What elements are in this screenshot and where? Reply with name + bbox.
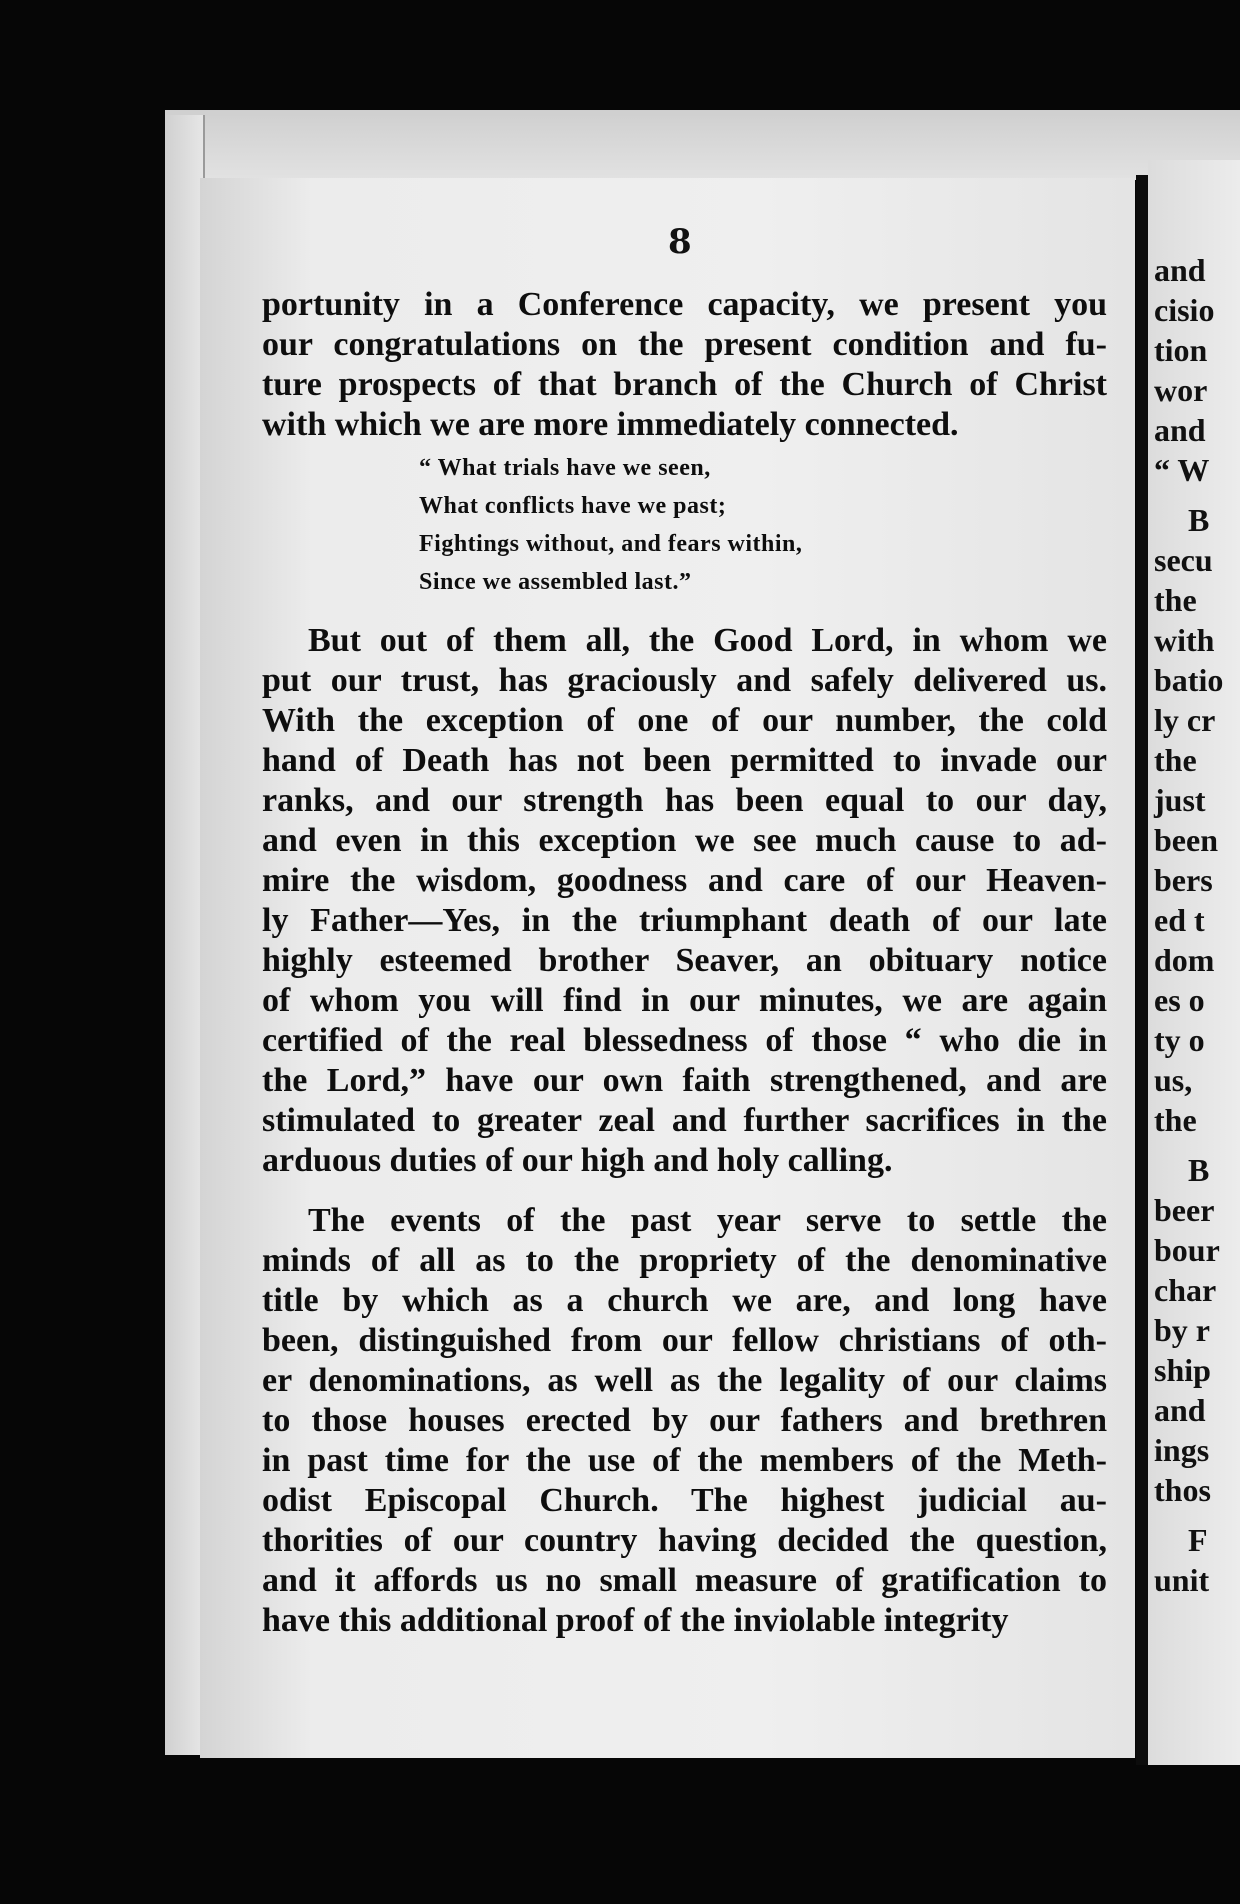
body-text <box>262 285 1107 1641</box>
right-page-fragment-line: ings <box>1154 1432 1210 1468</box>
poem-line: Since we assembled last.” <box>419 569 692 595</box>
text-line: and it affords us no small measure of gratification to <box>262 1562 1107 1599</box>
text-line: The events of the past year serve to settle the <box>308 1202 1107 1239</box>
right-page-fragment-line: thos <box>1154 1472 1211 1508</box>
paragraph-2 <box>262 621 1107 1181</box>
text-line: the Lord,” have our own faith strengthened, and are <box>262 1062 1107 1099</box>
text-line: have this additional proof of the inviolable integrity <box>262 1602 1009 1639</box>
right-page-fragment-line: just <box>1154 782 1206 818</box>
poem-line: Fightings without, and fears within, <box>419 531 803 557</box>
text-line: thorities of our country having decided the question, <box>262 1522 1107 1559</box>
text-line: title by which as a church we are, and long have <box>262 1282 1107 1319</box>
text-line: hand of Death has not been permitted to invade our <box>262 742 1107 779</box>
poem-line: What conflicts have we past; <box>419 493 727 519</box>
right-page-fragment-line: with <box>1154 622 1215 658</box>
text-line: With the exception of one of our number, the cold <box>262 702 1107 739</box>
paragraph-3 <box>262 1201 1107 1641</box>
right-page-fragment-line: by r <box>1154 1312 1210 1348</box>
text-line: ranks, and our strength has been equal to our day, <box>262 782 1107 819</box>
text-line: to those houses erected by our fathers and brethren <box>262 1402 1107 1439</box>
scan-edge-top <box>165 110 1240 180</box>
text-line: put our trust, has graciously and safely delivered us. <box>262 662 1107 699</box>
right-page-fragment-line: the <box>1154 1102 1197 1138</box>
right-page-fragment-line: B <box>1188 502 1210 538</box>
text-line: minds of all as to the propriety of the denominative <box>262 1242 1107 1279</box>
right-page-fragment-line: unit <box>1154 1562 1210 1598</box>
page-gutter <box>1136 175 1148 1765</box>
text-line: But out of them all, the Good Lord, in whom we <box>308 622 1107 659</box>
right-page-fragment-line: es o <box>1154 982 1205 1018</box>
right-page-fragment-line: ship <box>1154 1352 1211 1388</box>
text-line: of whom you will find in our minutes, we are again <box>262 982 1107 1019</box>
right-page-fragment-line: and <box>1154 1392 1206 1428</box>
right-page-fragment-line: batio <box>1154 662 1224 698</box>
right-page-fragment-line: bour <box>1154 1232 1220 1268</box>
right-page-fragment-line: secu <box>1154 542 1213 578</box>
text-line: ly Father—Yes, in the triumphant death of our late <box>262 902 1107 939</box>
right-page-fragment-line: been <box>1154 822 1218 858</box>
right-page-fragment-line: ty o <box>1154 1022 1205 1058</box>
left-page-edge <box>165 115 205 1755</box>
page-number: 8 <box>668 222 692 262</box>
paragraph-1 <box>262 285 1107 445</box>
paragraph-gap <box>262 1181 1107 1201</box>
right-page-fragment-line: the <box>1154 742 1197 778</box>
text-line: arduous duties of our high and holy calling. <box>262 1142 893 1179</box>
text-line: in past time for the use of the members of the Meth- <box>262 1442 1107 1479</box>
right-page-fragment-line: us, <box>1154 1062 1193 1098</box>
right-page-fragment-line: and <box>1154 412 1206 448</box>
text-line: ture prospects of that branch of the Church of Christ <box>262 366 1107 403</box>
right-page-fragment-line: ly cr <box>1154 702 1216 738</box>
text-line: and even in this exception we see much cause to ad- <box>262 822 1107 859</box>
right-page-fragment-line: tion <box>1154 332 1208 368</box>
text-line: stimulated to greater zeal and further sacrifices in the <box>262 1102 1107 1139</box>
text-line: er denominations, as well as the legality of our claims <box>262 1362 1107 1399</box>
poem-line: “ What trials have we seen, <box>419 455 711 481</box>
right-page-fragment-line: B <box>1188 1152 1210 1188</box>
right-page-fragment-line: beer <box>1154 1192 1215 1228</box>
right-page-fragment-line: F <box>1188 1522 1208 1558</box>
right-page-fragment-line: char <box>1154 1272 1217 1308</box>
right-page-fragment-line: ed t <box>1154 902 1205 938</box>
right-page-fragment-line: and <box>1154 252 1206 288</box>
right-page-fragment-line: wor <box>1154 372 1208 408</box>
text-line: highly esteemed brother Seaver, an obituary notice <box>262 942 1107 979</box>
text-line: been, distinguished from our fellow christians of oth- <box>262 1322 1107 1359</box>
text-line: with which we are more immediately connected. <box>262 406 959 443</box>
page-right-fragment <box>1148 160 1240 1765</box>
text-line: mire the wisdom, goodness and care of our Heaven- <box>262 862 1107 899</box>
right-page-fragment-line: dom <box>1154 942 1215 978</box>
text-line: odist Episcopal Church. The highest judicial au- <box>262 1482 1107 1519</box>
right-page-fragment-line: the <box>1154 582 1197 618</box>
text-line: certified of the real blessedness of those “ who die in <box>262 1022 1107 1059</box>
right-page-fragment-line: bers <box>1154 862 1213 898</box>
right-page-fragment-line: “ W <box>1154 452 1210 488</box>
poem-quote <box>262 449 1107 601</box>
right-page-fragment-line: cisio <box>1154 292 1215 328</box>
text-line: portunity in a Conference capacity, we present you <box>262 286 1107 323</box>
text-line: our congratulations on the present condition and fu- <box>262 326 1107 363</box>
